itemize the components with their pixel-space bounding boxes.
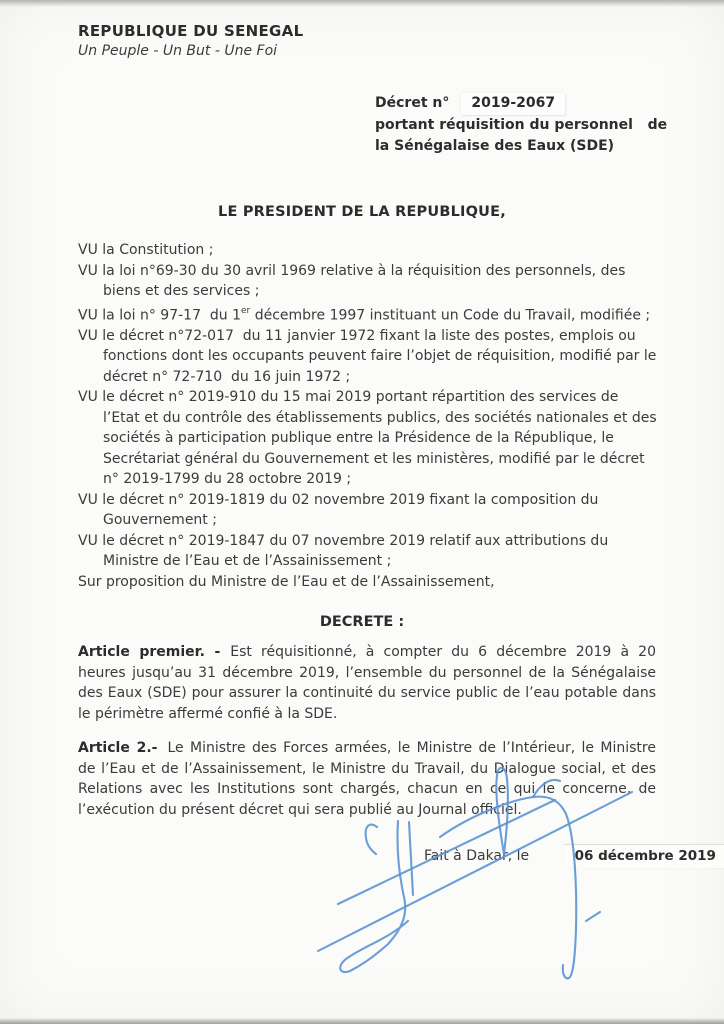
- article-2-label: Article 2.-: [78, 740, 158, 757]
- article-1: [78, 642, 656, 724]
- article-1-label: Article premier. -: [78, 644, 221, 661]
- article-1-text: Est réquisitionné, à compter du 6 décembre 2019 à 20 heures jusqu’au 31 décembre 2019, l’ensemble du personnel de la Sénégalaise des Eaux (SDE) pour assurer la continuité du service public de l’eau potable dans le périmètre affermé confié à la SDE.: [78, 644, 656, 722]
- decree-number-label: Décret n°: [375, 95, 450, 111]
- decree-subject-line-2: la Sénégalaise des Eaux (SDE): [375, 138, 615, 154]
- visa-law-97-17-post: décembre 1997 instituant un Code du Travail, modifiée ;: [250, 307, 651, 324]
- proposition-line: Sur proposition du Ministre de l’Eau et de l’Assainissement,: [78, 573, 495, 590]
- decree-subject-line-1: portant réquisition du personnel de: [375, 117, 668, 133]
- visa-list: [78, 240, 662, 592]
- decrete-heading: DECRETE :: [319, 614, 405, 631]
- visa-decree-72-017: VU le décret n°72-017 du 11 janvier 1972 fixant la liste des postes, emplois ou fonctions dont les occupants peuvent faire l’objet de réquisition, modifié par le décret n° 72-710 du 16 juin 1972 ;: [78, 327, 661, 385]
- visa-decree-2019-910: VU le décret n° 2019-910 du 15 mai 2019 portant répartition des services de l’Etat et du contrôle des établissements publics, des sociétés nationales et des sociétés à participation publique entre la Présidence de la République, le Secrétariat général du Gouvernement et les ministères, modifié par le décret n° 2019-1799 du 28 octobre 2019 ;: [78, 389, 662, 488]
- country-title: REPUBLIQUE DU SENEGAL: [78, 22, 304, 40]
- visa-decree-2019-1847: VU le décret n° 2019-1847 du 07 novembre 2019 relatif aux attributions du Ministre de l’Eau et de l’Assainissement ;: [78, 532, 613, 570]
- letterhead: [78, 22, 724, 59]
- ordinal-superscript: er: [241, 305, 251, 316]
- national-motto: Un Peuple - Un But - Une Foi: [78, 43, 278, 59]
- signature-block: [0, 844, 724, 872]
- scan-edge-bottom: [0, 1018, 724, 1024]
- article-2-text: Le Ministre des Forces armées, le Ministre de l’Intérieur, le Ministre de l’Eau et de l’Assainissement, le Ministre du Travail, du Dialogue social, et des Relations avec les Institutions sont chargés, chacun en ce qui le concerne, de l’exécution du présent décret qui sera publié au Journal officiel.: [78, 740, 656, 818]
- decree-number-line: [375, 93, 675, 115]
- visa-law-69-30: VU la loi n°69-30 du 30 avril 1969 relative à la réquisition des personnels, des biens et des services ;: [78, 262, 630, 299]
- visa-decree-2019-1819: VU le décret n° 2019-1819 du 02 novembre 2019 fixant la composition du Gouvernement ;: [78, 491, 603, 529]
- article-2: [78, 738, 656, 820]
- visa-law-97-17: [78, 302, 658, 326]
- visa-constitution: VU la Constitution ;: [78, 242, 214, 258]
- visa-law-97-17-pre: VU la loi n° 97-17 du 1: [78, 307, 242, 324]
- decree-title-block: [375, 93, 675, 157]
- signature-date-stamp: 06 décembre 2019: [564, 844, 724, 868]
- place-date-line: Fait à Dakar, le: [424, 848, 530, 865]
- scan-edge-top: [0, 0, 724, 7]
- issuer-heading: LE PRESIDENT DE LA REPUBLIQUE,: [218, 204, 506, 220]
- decree-number-stamp: 2019-2067: [461, 93, 565, 115]
